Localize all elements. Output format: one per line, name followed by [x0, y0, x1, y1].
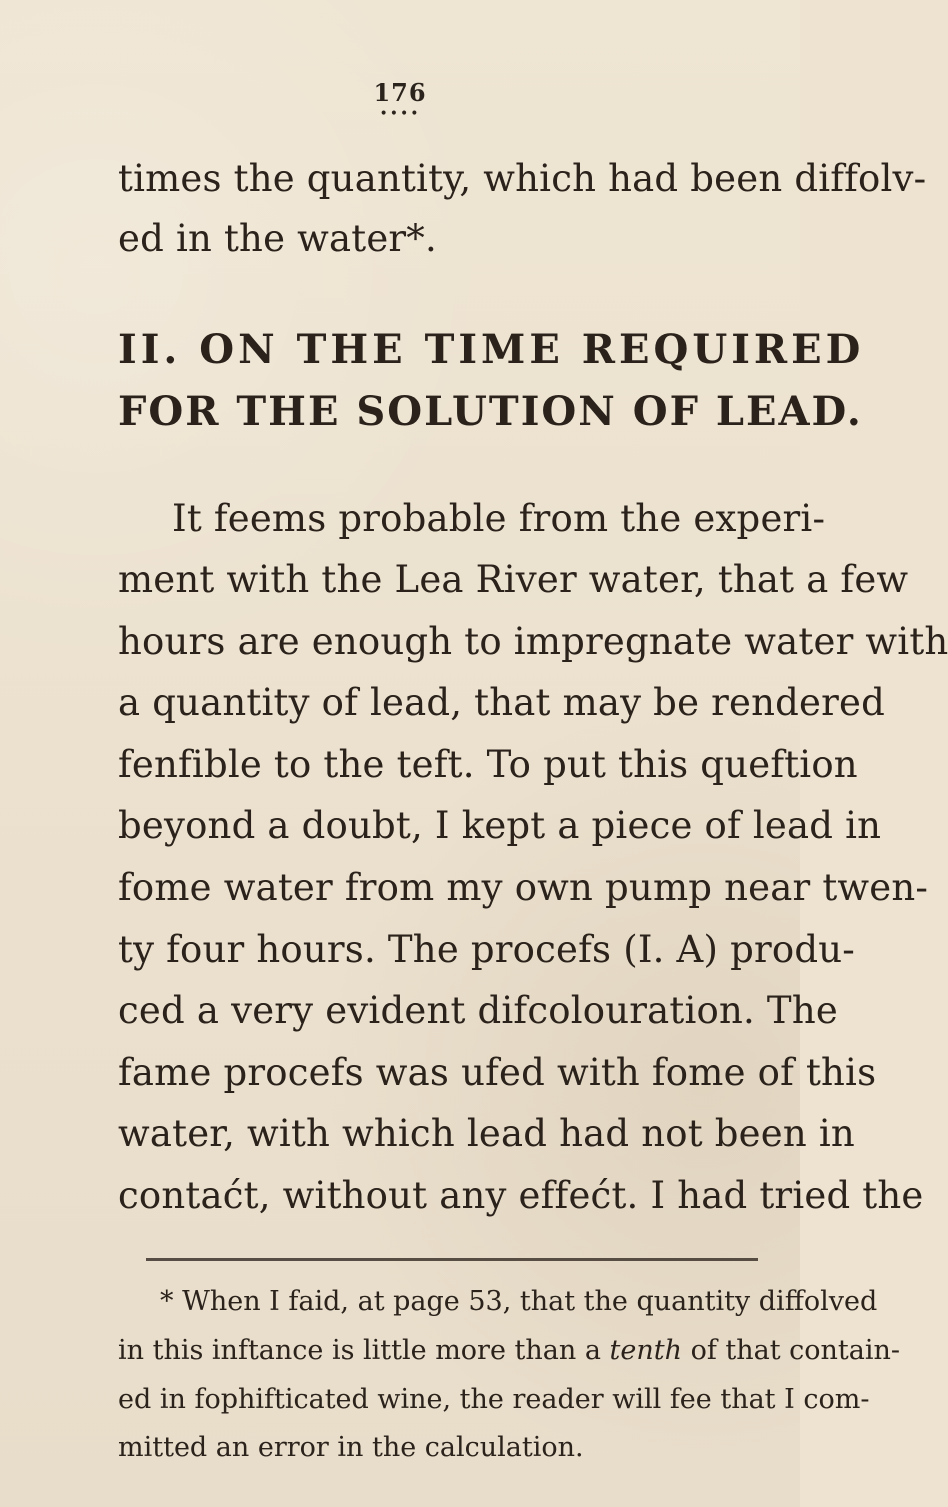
- paragraph-line-3: hours are enough to impregnate water with: [118, 620, 948, 663]
- page-signature-mark: ••••: [379, 106, 421, 122]
- section-heading-line-2: FOR THE SOLUTION OF LEAD.: [118, 388, 863, 435]
- paragraph-line-11: water, with which lead had not been in: [118, 1112, 855, 1155]
- paragraph-line-6: beyond a doubt, I kept a piece of lead in: [118, 804, 882, 847]
- footnote-rule: [146, 1258, 758, 1261]
- footnote-line-4: mitted an error in the calculation.: [118, 1432, 584, 1463]
- paragraph-line-4: a quantity of lead, that may be rendered: [118, 681, 885, 724]
- footnote-line-1: * When I faid, at page 53, that the quantity diffolved: [160, 1286, 878, 1317]
- page-number: 176: [373, 78, 427, 107]
- footnote-line-2-italic: tenth: [609, 1335, 682, 1366]
- paragraph-line-12: contaćt, without any effećt. I had tried the: [118, 1174, 924, 1217]
- paragraph-line-7: fome water from my own pump near twen-: [118, 866, 929, 909]
- paragraph-line-8: ty four hours. The procefs (I. A) produ-: [118, 928, 855, 971]
- paragraph-line-9: ced a very evident difcolouration. The: [118, 989, 838, 1032]
- paragraph-line-5: fenfible to the teft. To put this queftion: [118, 743, 858, 786]
- footnote-line-2-before: in this inftance is little more than a: [118, 1335, 610, 1366]
- paragraph-line-2: ment with the Lea River water, that a few: [118, 558, 909, 601]
- footnote-line-2: [118, 1335, 901, 1366]
- paragraph-line-10: fame procefs was ufed with fome of this: [118, 1051, 877, 1094]
- section-heading-line-1: II. ON THE TIME REQUIRED: [118, 326, 865, 373]
- footnote-line-2-after: of that contain-: [681, 1335, 901, 1366]
- footnote-line-3: ed in fophifticated wine, the reader will fee that I com-: [118, 1384, 870, 1415]
- body-line-1: times the quantity, which had been diffolv-: [118, 157, 927, 200]
- body-line-2: ed in the water*.: [118, 217, 437, 260]
- paragraph-line-1: It feems probable from the experi-: [172, 497, 826, 540]
